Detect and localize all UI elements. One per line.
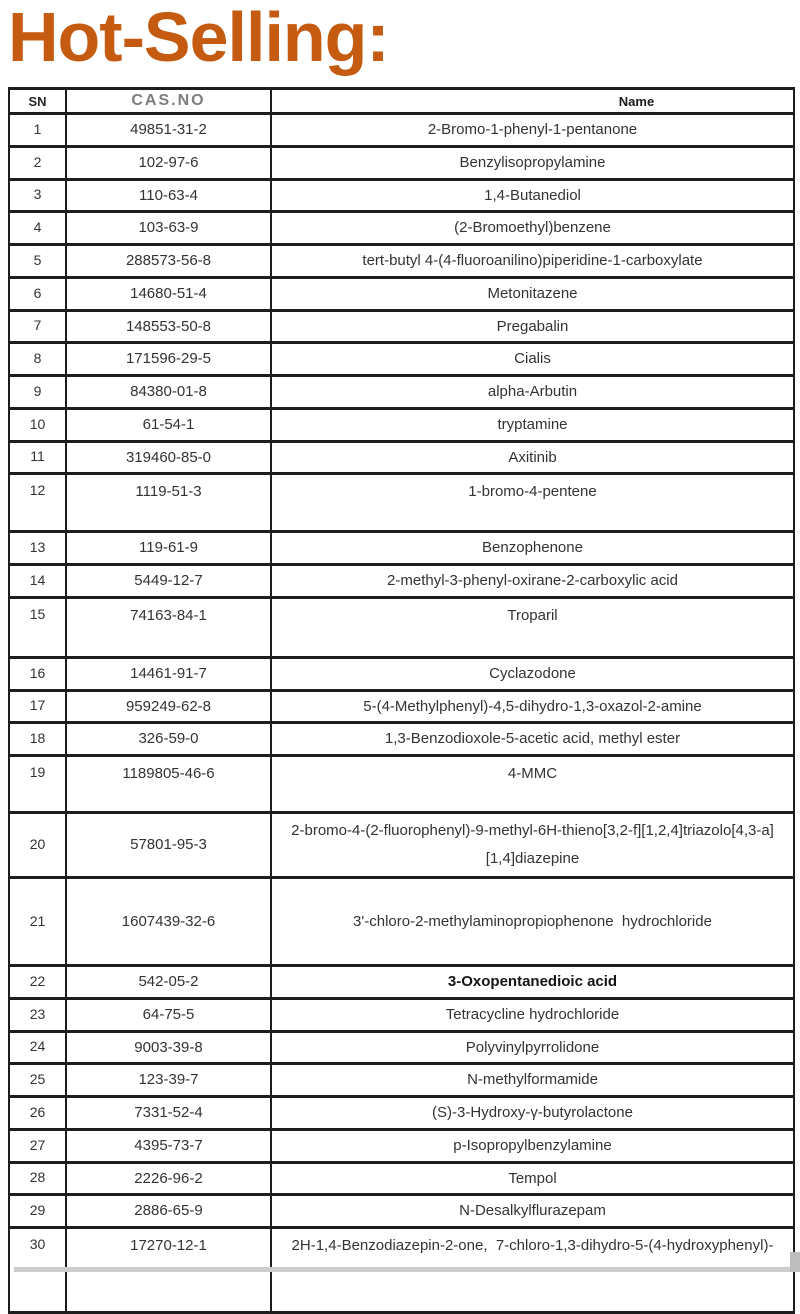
sn-cell: 28	[9, 1162, 66, 1195]
name-cell: 2-Bromo-1-phenyl-1-pentanone	[271, 114, 794, 147]
column-header-casno: CAS.NO	[66, 89, 271, 114]
sn-cell: 1	[9, 114, 66, 147]
cas-cell: 326-59-0	[66, 723, 271, 756]
name-cell: 3'-chloro-2-methylaminopropiophenone hydrochloride	[271, 878, 794, 966]
cas-cell: 64-75-5	[66, 998, 271, 1031]
name-cell: p-Isopropylbenzylamine	[271, 1129, 794, 1162]
table-row	[9, 245, 794, 278]
sn-cell: 18	[9, 723, 66, 756]
column-header-name: Name	[271, 89, 794, 114]
name-cell: Tempol	[271, 1162, 794, 1195]
name-cell: 2-bromo-4-(2-fluorophenyl)-9-methyl-6H-thieno[3,2-f][1,2,4]triazolo[4,3-a][1,4]diazepine	[271, 813, 794, 878]
cas-cell: 319460-85-0	[66, 441, 271, 474]
table-row	[9, 657, 794, 690]
cas-cell: 288573-56-8	[66, 245, 271, 278]
sn-cell: 13	[9, 532, 66, 565]
sn-cell: 30	[9, 1228, 66, 1313]
cas-cell: 959249-62-8	[66, 690, 271, 723]
table-row	[9, 998, 794, 1031]
sn-cell: 8	[9, 343, 66, 376]
sn-cell: 23	[9, 998, 66, 1031]
sn-cell: 17	[9, 690, 66, 723]
name-cell: Cialis	[271, 343, 794, 376]
name-cell: Cyclazodone	[271, 657, 794, 690]
cas-cell: 1607439-32-6	[66, 878, 271, 966]
sn-cell: 11	[9, 441, 66, 474]
sn-cell: 15	[9, 597, 66, 657]
cas-cell: 5449-12-7	[66, 565, 271, 598]
cas-cell: 14461-91-7	[66, 657, 271, 690]
page-title: Hot-Selling:	[8, 0, 389, 76]
name-cell: tert-butyl 4-(4-fluoroanilino)piperidine-1-carboxylate	[271, 245, 794, 278]
table-row	[9, 179, 794, 212]
table-row	[9, 146, 794, 179]
column-header-sn: SN	[9, 89, 66, 114]
name-cell: Benzophenone	[271, 532, 794, 565]
table-row	[9, 212, 794, 245]
cas-cell: 7331-52-4	[66, 1097, 271, 1130]
name-cell: Polyvinylpyrrolidone	[271, 1031, 794, 1064]
table-row	[9, 1064, 794, 1097]
sn-cell: 20	[9, 813, 66, 878]
cas-cell: 103-63-9	[66, 212, 271, 245]
table-row	[9, 277, 794, 310]
sn-cell: 5	[9, 245, 66, 278]
sn-cell: 21	[9, 878, 66, 966]
table-row	[9, 532, 794, 565]
cas-cell: 542-05-2	[66, 966, 271, 999]
name-cell: Benzylisopropylamine	[271, 146, 794, 179]
sn-cell: 29	[9, 1195, 66, 1228]
cas-cell: 2226-96-2	[66, 1162, 271, 1195]
sn-cell: 24	[9, 1031, 66, 1064]
name-cell: 4-MMC	[271, 756, 794, 813]
table-row	[9, 441, 794, 474]
table-row	[9, 474, 794, 532]
sn-cell: 6	[9, 277, 66, 310]
table-header-row	[9, 89, 794, 114]
name-cell: 1-bromo-4-pentene	[271, 474, 794, 532]
cas-cell: 102-97-6	[66, 146, 271, 179]
sn-cell: 22	[9, 966, 66, 999]
page-bottom-shadow	[14, 1267, 800, 1272]
table-row	[9, 1129, 794, 1162]
name-cell: 2-methyl-3-phenyl-oxirane-2-carboxylic acid	[271, 565, 794, 598]
cas-cell: 14680-51-4	[66, 277, 271, 310]
name-cell: Metonitazene	[271, 277, 794, 310]
sn-cell: 7	[9, 310, 66, 343]
name-cell: 5-(4-Methylphenyl)-4,5-dihydro-1,3-oxazol-2-amine	[271, 690, 794, 723]
cas-cell: 74163-84-1	[66, 597, 271, 657]
cas-cell: 57801-95-3	[66, 813, 271, 878]
cas-cell: 148553-50-8	[66, 310, 271, 343]
sn-cell: 3	[9, 179, 66, 212]
cas-cell: 2886-65-9	[66, 1195, 271, 1228]
table-row	[9, 1097, 794, 1130]
name-cell: alpha-Arbutin	[271, 376, 794, 409]
table-row	[9, 310, 794, 343]
name-cell: Axitinib	[271, 441, 794, 474]
name-cell: 3-Oxopentanedioic acid	[271, 966, 794, 999]
cas-cell: 171596-29-5	[66, 343, 271, 376]
table-row	[9, 723, 794, 756]
sn-cell: 4	[9, 212, 66, 245]
cas-cell: 1119-51-3	[66, 474, 271, 532]
cas-cell: 84380-01-8	[66, 376, 271, 409]
cas-cell: 9003-39-8	[66, 1031, 271, 1064]
cas-cell: 123-39-7	[66, 1064, 271, 1097]
table-row	[9, 343, 794, 376]
table-row	[9, 756, 794, 813]
sn-cell: 2	[9, 146, 66, 179]
cas-cell: 1189805-46-6	[66, 756, 271, 813]
table-row	[9, 966, 794, 999]
name-cell: Tetracycline hydrochloride	[271, 998, 794, 1031]
name-cell: (S)-3-Hydroxy-γ-butyrolactone	[271, 1097, 794, 1130]
name-cell: (2-Bromoethyl)benzene	[271, 212, 794, 245]
table-row	[9, 1031, 794, 1064]
name-cell: Troparil	[271, 597, 794, 657]
name-cell: N-Desalkylflurazepam	[271, 1195, 794, 1228]
sn-cell: 12	[9, 474, 66, 532]
name-cell: N-methylformamide	[271, 1064, 794, 1097]
sn-cell: 14	[9, 565, 66, 598]
name-cell: tryptamine	[271, 408, 794, 441]
cas-cell: 110-63-4	[66, 179, 271, 212]
sn-cell: 27	[9, 1129, 66, 1162]
cas-cell: 119-61-9	[66, 532, 271, 565]
sn-cell: 16	[9, 657, 66, 690]
page-corner-artifact	[790, 1252, 800, 1272]
name-cell: 2H-1,4-Benzodiazepin-2-one, 7-chloro-1,3-dihydro-5-(4-hydroxyphenyl)-	[271, 1228, 794, 1313]
sn-cell: 26	[9, 1097, 66, 1130]
table-row	[9, 565, 794, 598]
hot-selling-table	[8, 87, 795, 1314]
sn-cell: 25	[9, 1064, 66, 1097]
sn-cell: 19	[9, 756, 66, 813]
table-row	[9, 813, 794, 878]
table-row	[9, 1195, 794, 1228]
cas-cell: 4395-73-7	[66, 1129, 271, 1162]
table-row	[9, 690, 794, 723]
table-row	[9, 878, 794, 966]
sn-cell: 9	[9, 376, 66, 409]
table-row	[9, 408, 794, 441]
sn-cell: 10	[9, 408, 66, 441]
cas-cell: 49851-31-2	[66, 114, 271, 147]
name-cell: Pregabalin	[271, 310, 794, 343]
cas-cell: 61-54-1	[66, 408, 271, 441]
name-cell: 1,3-Benzodioxole-5-acetic acid, methyl ester	[271, 723, 794, 756]
table-row	[9, 597, 794, 657]
cas-cell: 17270-12-1	[66, 1228, 271, 1313]
name-cell: 1,4-Butanediol	[271, 179, 794, 212]
table-row	[9, 1162, 794, 1195]
table-row	[9, 376, 794, 409]
table-row	[9, 114, 794, 147]
